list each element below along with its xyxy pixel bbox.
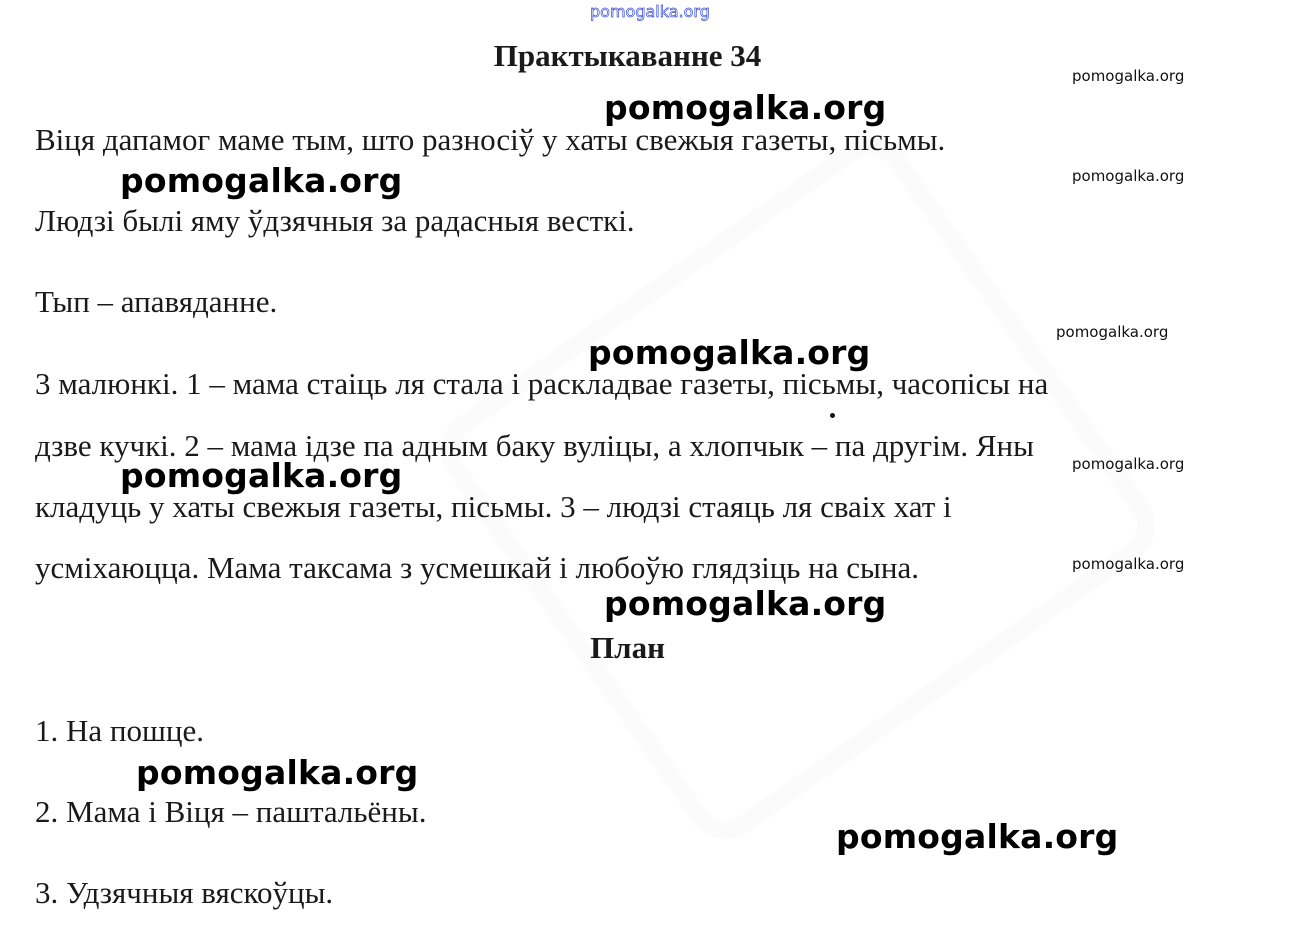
plan-item: 2. Мама і Віця – паштальёны.	[35, 794, 427, 829]
paragraph-line: 3 малюнкі. 1 – мама стаіць ля стала і раскладвае газеты, пісьмы, часопісы на	[35, 366, 1049, 401]
watermark-top: pomogalka.org	[590, 2, 710, 21]
paragraph-line: Віця дапамог маме тым, што разносіў у хаты свежыя газеты, пісьмы.	[35, 122, 946, 157]
speck-dot	[830, 413, 835, 418]
watermark-large: pomogalka.org	[604, 88, 887, 127]
watermark-small: pomogalka.org	[1072, 555, 1185, 573]
plan-item: 1. На пошце.	[35, 713, 204, 748]
paragraph-line: кладуць у хаты свежыя газеты, пісьмы. 3 – людзі стаяць ля сваіх хат і	[35, 489, 952, 524]
paragraph-line: Людзі былі яму ўдзячныя за радасныя весткі.	[35, 203, 635, 238]
watermark-small: pomogalka.org	[1072, 67, 1185, 85]
watermark-large: pomogalka.org	[604, 584, 887, 623]
plan-heading: План	[590, 630, 665, 665]
plan-item: 3. Удзячныя вяскоўцы.	[35, 875, 334, 910]
watermark-large: pomogalka.org	[588, 333, 871, 372]
watermark-large: pomogalka.org	[836, 817, 1119, 856]
watermark-large: pomogalka.org	[136, 753, 419, 792]
watermark-large: pomogalka.org	[120, 161, 403, 200]
paragraph-line: дзве кучкі. 2 – мама ідзе па адным баку вуліцы, а хлопчык – па другім. Яны	[35, 428, 1034, 463]
watermark-large: pomogalka.org	[120, 456, 403, 495]
watermark-small: pomogalka.org	[1056, 323, 1169, 341]
document-title: Практыкаванне 34	[493, 38, 762, 73]
paragraph-line: усміхаюцца. Мама таксама з усмешкай і любоўю глядзіць на сына.	[35, 550, 919, 585]
paragraph-line: Тып – апавяданне.	[35, 284, 278, 319]
watermark-small: pomogalka.org	[1072, 167, 1185, 185]
watermark-small: pomogalka.org	[1072, 455, 1185, 473]
